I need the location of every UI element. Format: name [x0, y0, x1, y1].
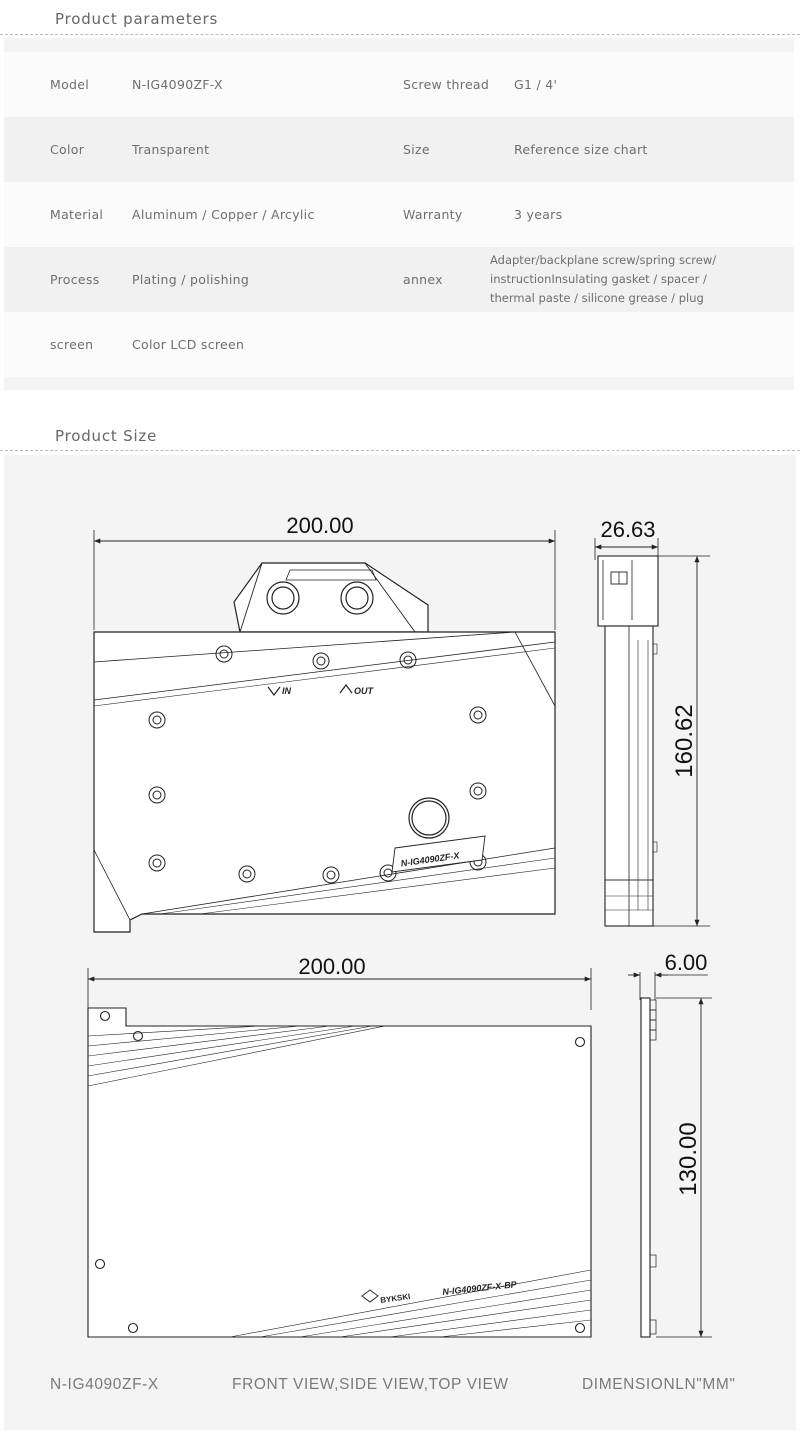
caption-views: FRONT VIEW,SIDE VIEW,TOP VIEW — [232, 1376, 509, 1393]
param-label: annex — [403, 272, 443, 287]
model-plate-label: N-IG4090ZF-X — [400, 850, 460, 869]
param-label: Material — [50, 207, 104, 222]
size-title: Product Size — [55, 427, 158, 445]
param-label: Screw thread — [403, 77, 490, 92]
port-out-label: OUT — [354, 686, 373, 696]
param-value: 3 years — [514, 207, 563, 222]
back-thickness-dimension: 6.00 — [664, 950, 708, 975]
port-in-label: IN — [282, 686, 291, 696]
param-value: Reference size chart — [514, 142, 648, 157]
caption-model: N-IG4090ZF-X — [50, 1376, 159, 1393]
brand-logo: BYKSKI — [379, 1291, 411, 1306]
param-value: Transparent — [132, 142, 210, 157]
back-width-dimension: 200.00 — [298, 954, 366, 979]
front-width-dimension: 200.00 — [286, 513, 354, 538]
param-value: Adapter/backplane screw/spring screw/ instructionInsulating gasket / spacer / thermal paste / silicone grease / plug — [490, 253, 717, 305]
param-label: Process — [50, 272, 100, 287]
param-label: screen — [50, 337, 94, 352]
param-label: Color — [50, 142, 85, 157]
params-title: Product parameters — [55, 10, 219, 28]
back-plate-label: N-IG4090ZF-X-BP — [441, 1279, 518, 1297]
param-label: Model — [50, 77, 90, 92]
param-value: Plating / polishing — [132, 272, 250, 287]
front-height-dimension: 160.62 — [671, 704, 698, 778]
param-value: G1 / 4' — [514, 77, 558, 92]
param-value: N-IG4090ZF-X — [132, 77, 223, 92]
side-thickness-dimension: 26.63 — [600, 517, 656, 542]
param-value: Aluminum / Copper / Arcylic — [132, 207, 315, 222]
back-height-dimension: 130.00 — [675, 1122, 702, 1196]
param-value: Color LCD screen — [132, 337, 245, 352]
param-label: Warranty — [403, 207, 463, 222]
caption-dimension: DIMENSIONLN"MM" — [582, 1376, 736, 1393]
front-view — [94, 530, 555, 932]
param-label: Size — [403, 142, 430, 157]
